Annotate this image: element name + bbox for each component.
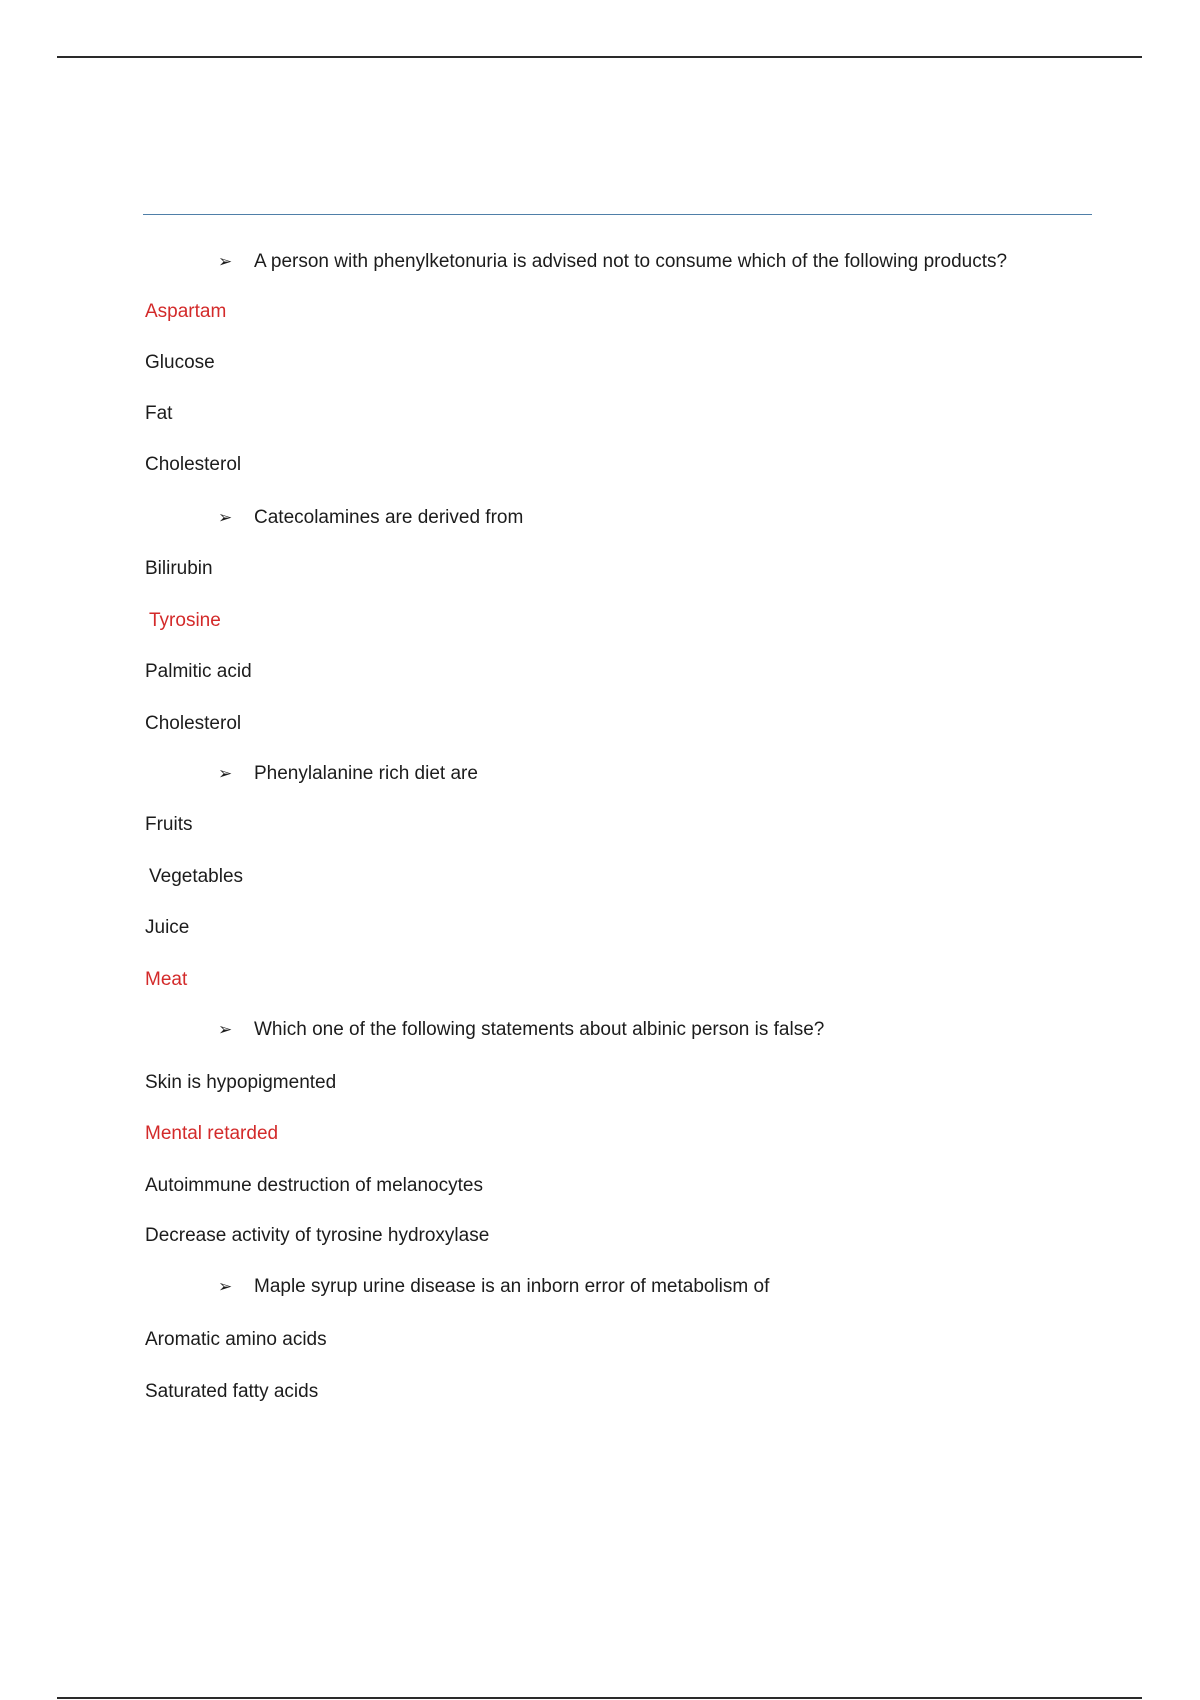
question-4 [218, 1018, 824, 1042]
answer-option-correct: Mental retarded [145, 1123, 279, 1144]
question-text: Which one of the following statements about albinic person is false? [254, 1019, 825, 1040]
answer-option: Fat [145, 403, 173, 424]
question-2 [218, 506, 523, 530]
arrow-bullet-icon: ➢ [218, 1277, 233, 1296]
answer-option: Bilirubin [145, 558, 213, 579]
answer-option-correct: Aspartam [145, 301, 227, 322]
section-divider [143, 214, 1092, 215]
question-5 [218, 1275, 769, 1299]
question-text: Phenylalanine rich diet are [254, 763, 478, 784]
answer-option: Decrease activity of tyrosine hydroxylase [145, 1225, 490, 1246]
question-text: Maple syrup urine disease is an inborn error of metabolism of [254, 1276, 770, 1297]
answer-option: Autoimmune destruction of melanocytes [145, 1175, 483, 1196]
answer-option: Cholesterol [145, 454, 242, 475]
arrow-bullet-icon: ➢ [218, 508, 233, 527]
answer-option: Vegetables [149, 866, 244, 887]
answer-option: Saturated fatty acids [145, 1381, 319, 1402]
answer-option-correct: Meat [145, 969, 188, 990]
answer-option-correct: Tyrosine [149, 610, 221, 631]
answer-option: Fruits [145, 814, 193, 835]
answer-option: Glucose [145, 352, 215, 373]
question-1 [218, 250, 1007, 274]
arrow-bullet-icon: ➢ [218, 764, 233, 783]
answer-option: Palmitic acid [145, 661, 252, 682]
question-3 [218, 762, 478, 786]
page-bottom-rule [57, 1697, 1142, 1699]
arrow-bullet-icon: ➢ [218, 1020, 233, 1039]
answer-option: Juice [145, 917, 190, 938]
question-text: Catecolamines are derived from [254, 507, 524, 528]
page-top-rule [57, 56, 1142, 58]
arrow-bullet-icon: ➢ [218, 252, 233, 271]
answer-option: Cholesterol [145, 713, 242, 734]
answer-option: Skin is hypopigmented [145, 1072, 337, 1093]
question-text: A person with phenylketonuria is advised not to consume which of the following products? [254, 251, 1008, 272]
answer-option: Aromatic amino acids [145, 1329, 327, 1350]
